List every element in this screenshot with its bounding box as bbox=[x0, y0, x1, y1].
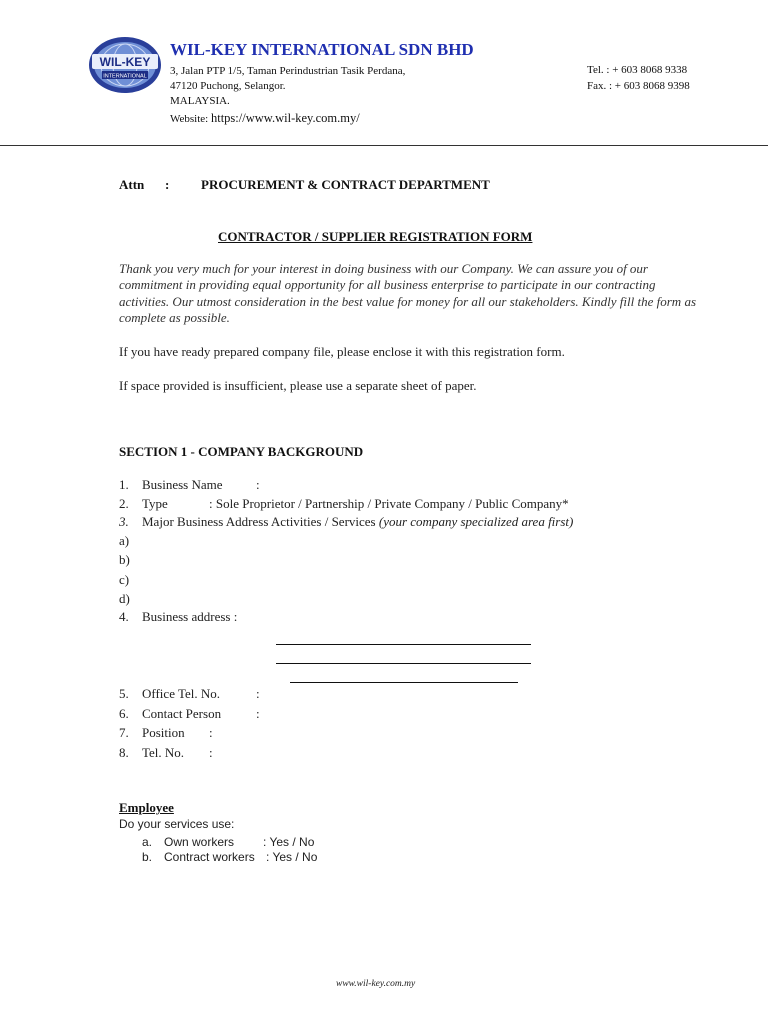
website-label: Website: bbox=[170, 113, 209, 125]
employee-title: Employee bbox=[119, 800, 174, 815]
note-company-file: If you have ready prepared company file, please enclose it with this registration form. bbox=[119, 344, 565, 359]
item-4-number: 4. bbox=[119, 609, 129, 624]
tel-no-colon: : bbox=[209, 745, 213, 760]
website-url[interactable]: https://www.wil-key.com.my/ bbox=[210, 111, 360, 125]
option-b-letter: b. bbox=[142, 850, 153, 864]
footer-website: www.wil-key.com.my bbox=[336, 979, 416, 989]
contract-workers-label: Contract workers bbox=[164, 850, 255, 864]
office-tel-label: Office Tel. No. bbox=[142, 686, 221, 701]
item-3-number: 3. bbox=[119, 514, 129, 529]
item-5-number: 5. bbox=[119, 686, 129, 701]
type-label: Type bbox=[142, 496, 168, 511]
note-space: If space provided is insufficient, please use a separate sheet of paper. bbox=[119, 378, 477, 393]
item-1-number: 1. bbox=[119, 477, 129, 492]
business-address-label: Business address : bbox=[142, 609, 238, 624]
sub-item-d: d) bbox=[119, 591, 130, 606]
business-name-label: Business Name bbox=[142, 477, 223, 492]
option-a-letter: a. bbox=[142, 835, 153, 849]
item-6-number: 6. bbox=[119, 706, 129, 721]
own-workers-label: Own workers bbox=[164, 835, 235, 849]
attn-label: Attn bbox=[119, 177, 145, 192]
item-8-number: 8. bbox=[119, 745, 129, 760]
contact-person-colon: : bbox=[256, 706, 260, 721]
sub-item-b: b) bbox=[119, 552, 130, 567]
company-name: WIL-KEY INTERNATIONAL SDN BHD bbox=[170, 40, 474, 59]
attn-colon: : bbox=[165, 177, 170, 192]
type-options: : Sole Proprietor / Partnership / Private Company / Public Company* bbox=[209, 496, 569, 511]
employee-question: Do your services use: bbox=[119, 817, 235, 831]
address-line-2: 47120 Puchong, Selangor. bbox=[170, 80, 286, 92]
fax-number: Fax. : + 603 8068 9398 bbox=[587, 80, 690, 92]
activities-note: (your company specialized area first) bbox=[378, 514, 574, 529]
tel-number: Tel. : + 603 8068 9338 bbox=[587, 64, 688, 76]
logo-text: WIL-KEY bbox=[99, 55, 151, 69]
tel-no-label: Tel. No. bbox=[142, 745, 185, 760]
company-logo bbox=[88, 36, 162, 94]
contact-person-label: Contact Person bbox=[142, 706, 222, 721]
own-workers-choice: : Yes / No bbox=[263, 835, 315, 849]
address-line-3: MALAYSIA. bbox=[170, 95, 230, 107]
position-label: Position bbox=[142, 725, 185, 740]
activities-line bbox=[142, 514, 573, 530]
item-2-number: 2. bbox=[119, 496, 129, 511]
contract-workers-choice: : Yes / No bbox=[266, 850, 318, 864]
sub-item-a: a) bbox=[119, 533, 130, 548]
address-line-blank-1[interactable] bbox=[276, 644, 531, 645]
item-7-number: 7. bbox=[119, 725, 129, 740]
business-name-colon: : bbox=[256, 477, 260, 492]
form-title: CONTRACTOR / SUPPLIER REGISTRATION FORM bbox=[218, 229, 533, 244]
section-1-title: SECTION 1 - COMPANY BACKGROUND bbox=[119, 444, 364, 459]
address-line-blank-2[interactable] bbox=[276, 663, 531, 664]
office-tel-colon: : bbox=[256, 686, 260, 701]
logo-subtext: INTERNATIONAL bbox=[103, 73, 147, 80]
activities-label: Major Business Address Activities / Services bbox=[142, 514, 376, 529]
website-line bbox=[170, 111, 360, 126]
header-divider bbox=[0, 145, 768, 146]
address-line-blank-3[interactable] bbox=[290, 682, 518, 683]
address-line-1: 3, Jalan PTP 1/5, Taman Perindustrian Tasik Perdana, bbox=[170, 65, 406, 77]
attn-department: PROCUREMENT & CONTRACT DEPARTMENT bbox=[201, 177, 490, 192]
position-colon: : bbox=[209, 725, 213, 740]
sub-item-c: c) bbox=[119, 572, 130, 587]
intro-paragraph: Thank you very much for your interest in doing business with our Company. We can assure you of our commitment in providing equal opportunity for all business enterprise to participate in our contracting activities. Our utmost consideration in the best value for money for all our stakeholders. Kindly fill the form as complete as possible. bbox=[119, 261, 697, 325]
